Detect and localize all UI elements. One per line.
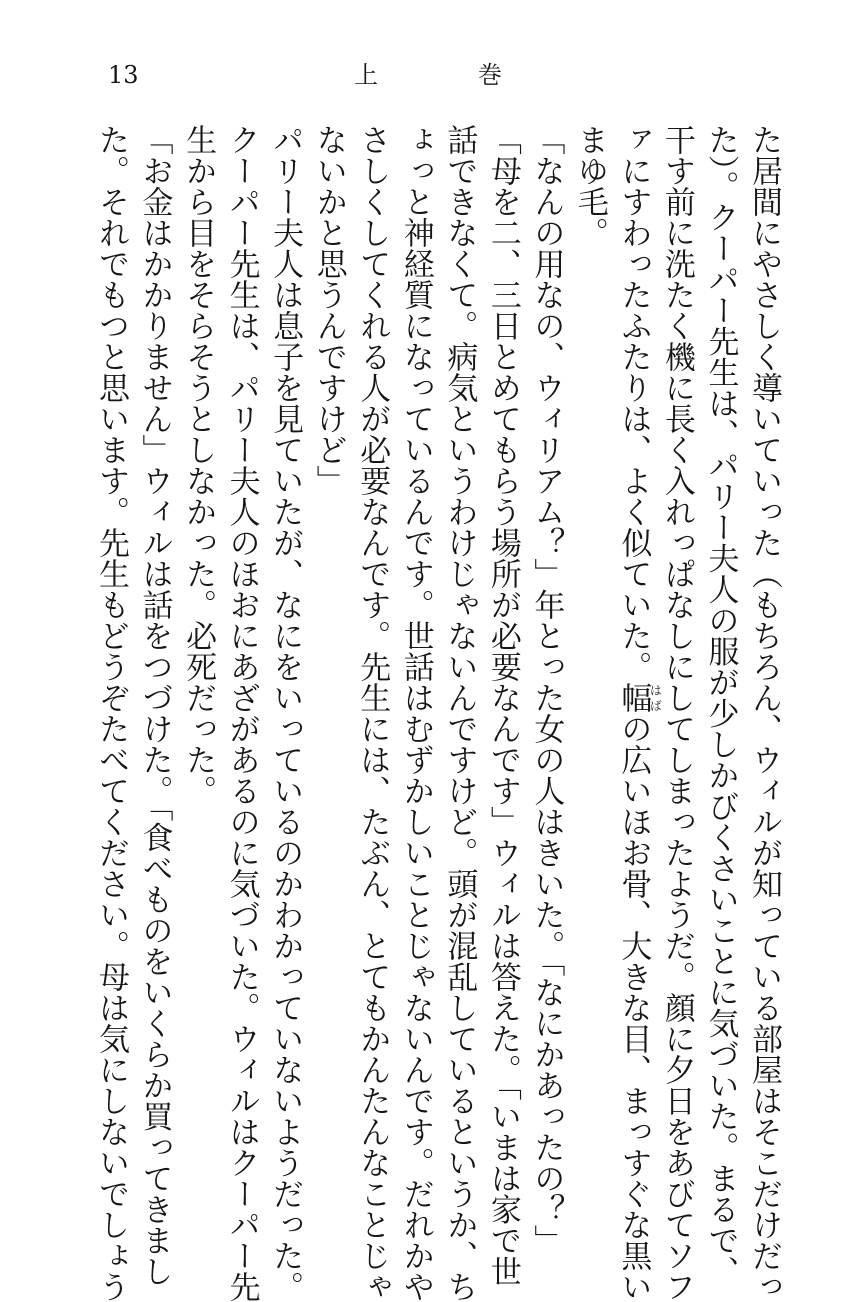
text-line: まゆ毛。 [571, 124, 608, 248]
text-line: 生から目をそらそうとしなかった。必死だった。 [180, 124, 217, 806]
text-line: パリー夫人は息子を見ていたが、なにをいっているのかわかっていないようだった。 [267, 124, 304, 1302]
volume-title-char: 上 [354, 61, 378, 89]
text-segment: の広いほお骨、大きな目、まっすぐな黒い [615, 713, 652, 1302]
volume-title-char: 巻 [478, 61, 502, 89]
text-line: 「なんの用なの、ウィリアム？」年とった女の人はきいた。「なにかあったの？」 [528, 124, 565, 1256]
text-line: ないかと思うんですけど」 [310, 124, 347, 496]
text-line: た。それでもつと思います。先生もどうぞたべてください。母は気にしないでしょう [93, 124, 129, 1302]
text-line: ょっと神経質になっているんです。世話はむずかしいことじゃないんです。だれかや [397, 124, 434, 1302]
text-line: 「お金はかかりません」ウィルは話をつづけた。「食べものをいくらか買ってきまし [136, 124, 173, 1287]
text-line: た居間にやさしく導いていった（もちろん、ウィルが知っている部屋はそこだけだっ [746, 124, 782, 1302]
text-line: 「母を二、三日とめてもらう場所が必要なんです」ウィルは答えた。「いまは家で世 [484, 124, 521, 1287]
text-line: クーパー先生は、パリー夫人のほおにあざがあるのに気づいた。ウィルはクーパー先 [223, 124, 260, 1302]
text-segment: ァにすわったふたりは、よく似ていた。 [615, 124, 652, 682]
ruby-base: 幅 [615, 682, 652, 713]
text-line: 話できなくて。病気というわけじゃないんですけど。頭が混乱しているというか、ち [441, 124, 478, 1302]
text-line: た）。クーパー先生は、パリー夫人の服が少しかびくさいことに気づいた。まるで、 [702, 124, 739, 1287]
text-line: 干す前に洗たく機に長く入れっぱなしにしてしまったようだ。顔に夕日をあびてソフ [658, 124, 695, 1302]
ruby-annotation [615, 682, 663, 713]
page-number: 13 [108, 61, 139, 89]
ruby-reading: はば [648, 682, 663, 713]
text-line: さしくしてくれる人が必要なんです。先生には、たぶん、とてもかんたんなことじゃ [354, 124, 391, 1302]
